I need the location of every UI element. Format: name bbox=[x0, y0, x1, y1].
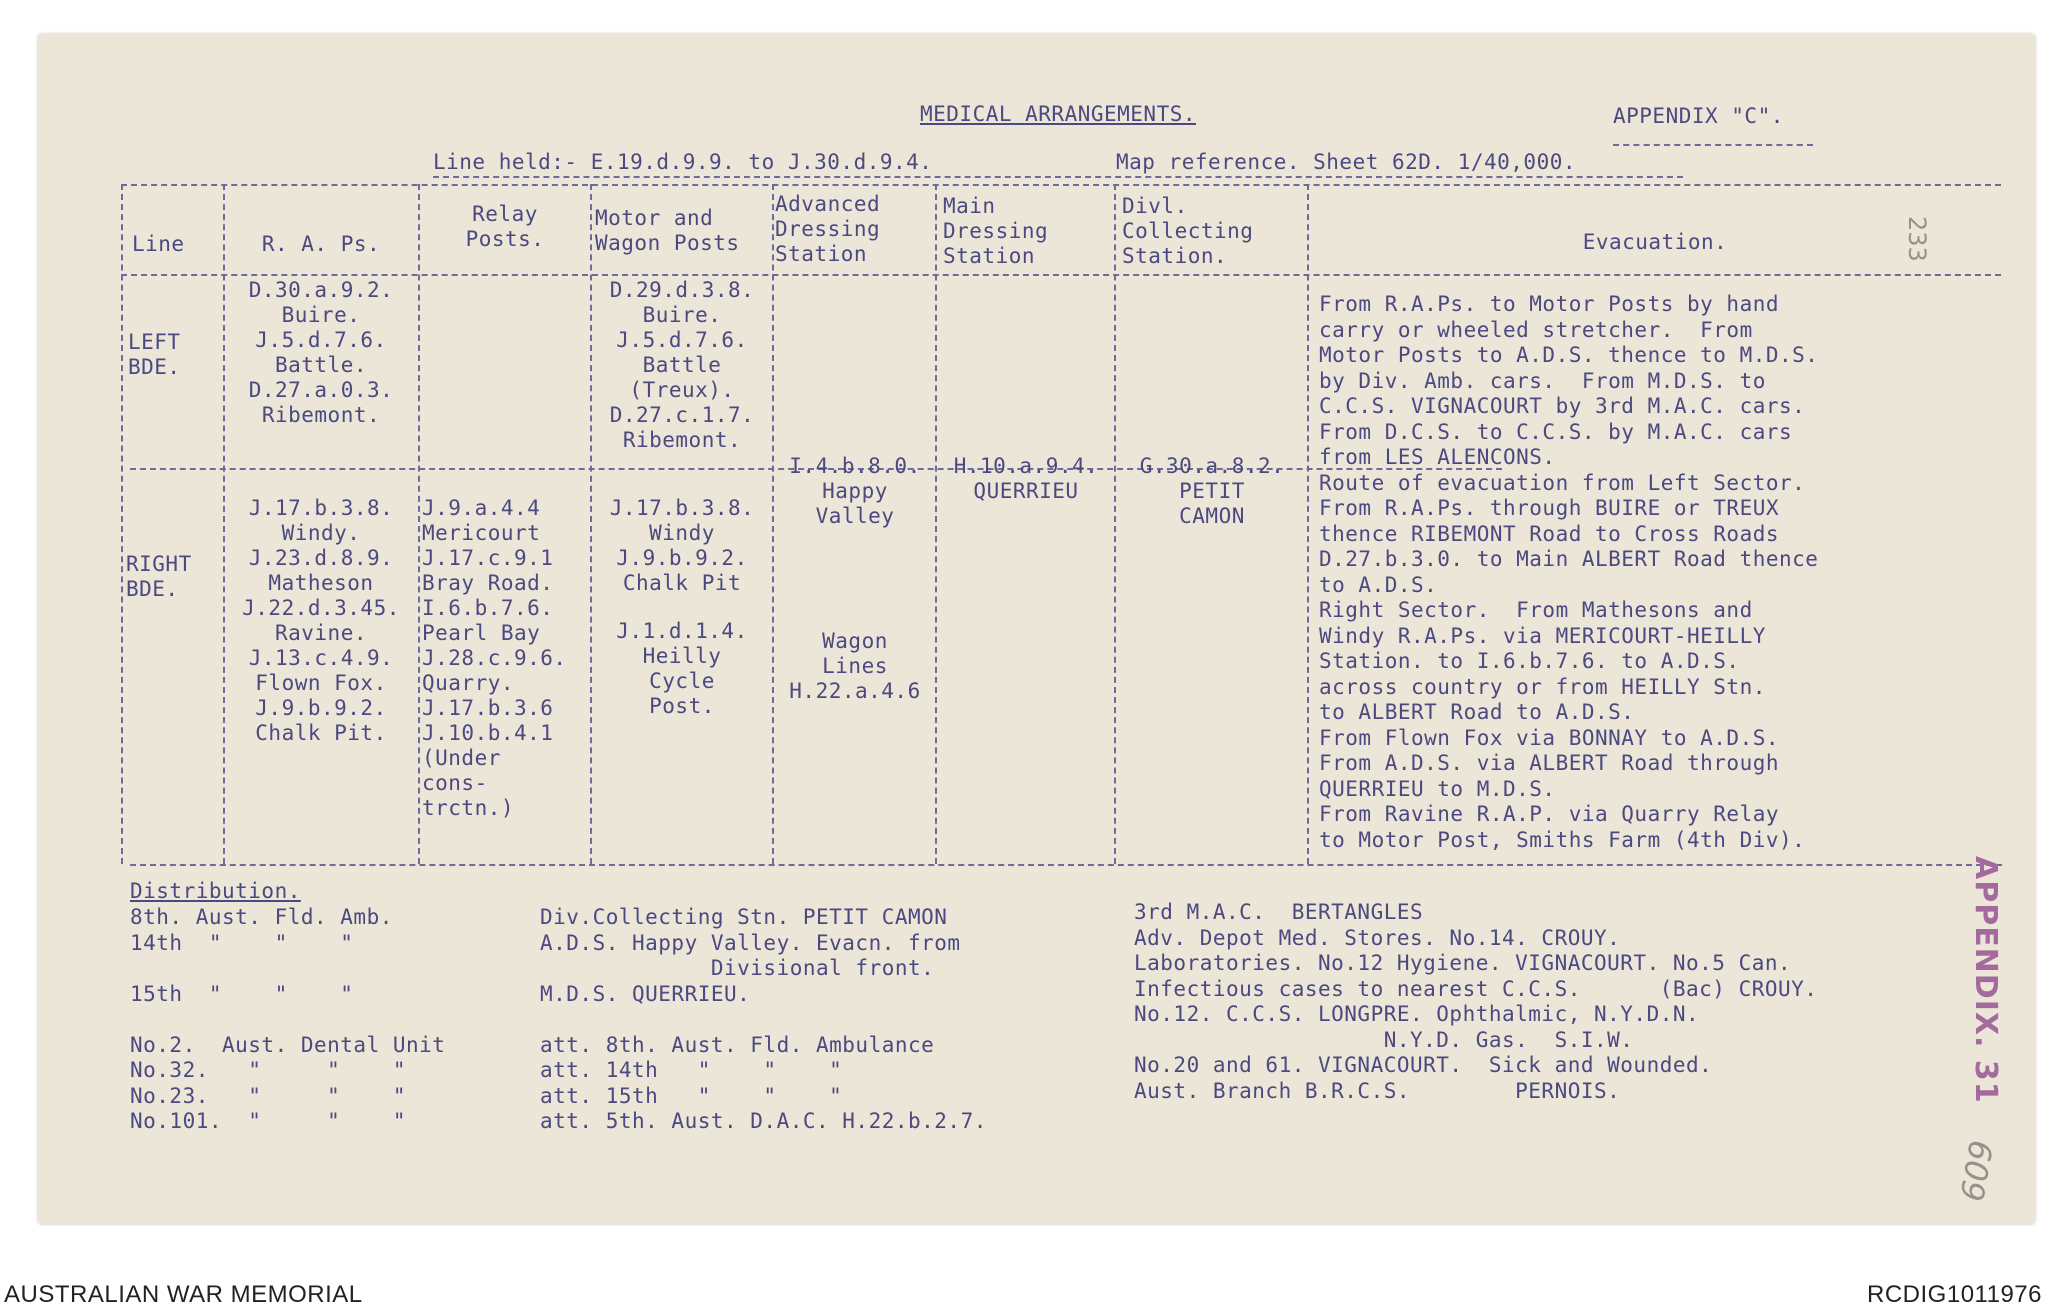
mds-location: H.10.a.9.4. QUERRIEU bbox=[953, 454, 1099, 503]
distribution-line: No.101. " " " bbox=[130, 1109, 407, 1133]
appendix-label: APPENDIX "C". bbox=[1613, 104, 1784, 128]
header-dcs: Divl. Collecting Station. bbox=[1122, 194, 1254, 268]
evacuation-line: to Motor Post, Smiths Farm (4th Div). bbox=[1319, 827, 1806, 852]
table-top-rule bbox=[121, 184, 2001, 186]
page-number: 233 bbox=[1903, 216, 1931, 262]
header-motor: Motor and Wagon Posts bbox=[595, 206, 740, 255]
right-raps: J.17.b.3.8. Windy. J.23.d.8.9. Matheson J.22.d.3.45. Ravine. J.13.c.4.9. Flown Fox. J.9.b.9.2. Chalk Pit. bbox=[242, 496, 400, 745]
distribution-line: Adv. Depot Med. Stores. No.14. CROUY. bbox=[1134, 925, 1621, 950]
distribution-line: N.Y.D. Gas. S.I.W. bbox=[1134, 1027, 1634, 1052]
distribution-col-services bbox=[1134, 900, 1817, 1104]
evacuation-line: Route of evacuation from Left Sector. bbox=[1319, 470, 1806, 495]
ads-wagon-lines: Wagon Lines H.22.a.4.6 bbox=[789, 629, 921, 703]
distribution-line bbox=[130, 956, 445, 982]
evacuation-line: Motor Posts to A.D.S. thence to M.D.S. bbox=[1319, 343, 1819, 367]
evacuation-line: QUERRIEU to M.D.S. bbox=[1319, 776, 1556, 801]
distribution-line: Infectious cases to nearest C.C.S. (Bac) CROUY. bbox=[1134, 976, 1818, 1001]
header-mds: Main Dressing Station bbox=[943, 194, 1049, 268]
col-rule-4 bbox=[772, 184, 774, 864]
document-title: MEDICAL ARRANGEMENTS. bbox=[920, 102, 1197, 126]
header-raps: R. A. Ps. bbox=[261, 232, 381, 256]
distribution-line: att. 14th " " " bbox=[540, 1058, 843, 1082]
distribution-line bbox=[540, 1007, 987, 1033]
header-relay: Relay Posts. bbox=[465, 202, 545, 251]
evacuation-line: Right Sector. From Mathesons and bbox=[1319, 598, 1753, 622]
ads-location: I.4.b.8.0. Happy Valley bbox=[789, 454, 921, 528]
distribution-col-locations bbox=[540, 905, 987, 1135]
evacuation-line: to ALBERT Road to A.D.S. bbox=[1319, 700, 1635, 724]
distribution-line: No.23. " " " bbox=[130, 1083, 407, 1108]
table-bottom-rule bbox=[130, 864, 2002, 866]
col-rule-7 bbox=[1307, 184, 1309, 864]
heilly-cycle-post: J.1.d.1.4. Heilly Cycle Post. bbox=[616, 619, 748, 718]
evacuation-line: From Ravine R.A.P. via Quarry Relay bbox=[1319, 802, 1780, 826]
col-rule-1 bbox=[223, 184, 225, 864]
distribution-line: Divisional front. bbox=[540, 956, 935, 980]
distribution-line: 14th " " " bbox=[130, 930, 354, 955]
evacuation-line: D.27.b.3.0. to Main ALBERT Road thence bbox=[1319, 547, 1819, 571]
evacuation-line: from LES ALENCONS. bbox=[1319, 445, 1556, 469]
evacuation-text bbox=[1319, 292, 1818, 853]
evacuation-line: Windy R.A.Ps. via MERICOURT-HEILLY bbox=[1319, 623, 1766, 648]
distribution-line: att. 8th. Aust. Fld. Ambulance bbox=[540, 1032, 935, 1057]
left-motor-posts: D.29.d.3.8. Buire. J.5.d.7.6. Battle (Treux). D.27.c.1.7. Ribemont. bbox=[609, 278, 755, 452]
evacuation-line: thence RIBEMONT Road to Cross Roads bbox=[1319, 521, 1780, 546]
col-rule-6 bbox=[1114, 184, 1116, 864]
distribution-title: Distribution. bbox=[130, 879, 301, 903]
col-rule-0 bbox=[121, 184, 123, 864]
map-reference: Map reference. Sheet 62D. 1/40,000. bbox=[1116, 150, 1577, 174]
distribution-line: Div.Collecting Stn. PETIT CAMON bbox=[540, 905, 948, 929]
folio-number: 609 bbox=[1951, 1137, 2000, 1205]
evacuation-line: C.C.S. VIGNACOURT by 3rd M.A.C. cars. bbox=[1319, 394, 1806, 418]
right-motor-posts: J.17.b.3.8. Windy J.9.b.9.2. Chalk Pit bbox=[609, 496, 755, 595]
evacuation-line: Station. to I.6.b.7.6. to A.D.S. bbox=[1319, 649, 1740, 673]
evacuation-line: by Div. Amb. cars. From M.D.S. to bbox=[1319, 368, 1766, 393]
distribution-line: att. 5th. Aust. D.A.C. H.22.b.2.7. bbox=[540, 1109, 987, 1133]
col-rule-2 bbox=[418, 184, 420, 864]
distribution-line: att. 15th " " " bbox=[540, 1083, 843, 1108]
distribution-line: 8th. Aust. Fld. Amb. bbox=[130, 905, 393, 929]
footer-archive-name: AUSTRALIAN WAR MEMORIAL bbox=[4, 1281, 363, 1308]
evacuation-line: carry or wheeled stretcher. From bbox=[1319, 317, 1753, 342]
appendix-underline bbox=[1613, 144, 1813, 146]
right-bde-label: RIGHT BDE. bbox=[126, 552, 192, 601]
document-page bbox=[38, 34, 2035, 1224]
left-raps: D.30.a.9.2. Buire. J.5.d.7.6. Battle. D.27.a.0.3. Ribemont. bbox=[248, 278, 394, 427]
distribution-line bbox=[130, 1007, 445, 1033]
header-line: Line bbox=[132, 232, 185, 256]
line-held: Line held:- E.19.d.9.9. to J.30.d.9.4. bbox=[433, 150, 933, 174]
header-ads: Advanced Dressing Station bbox=[775, 192, 881, 266]
distribution-line: M.D.S. QUERRIEU. bbox=[540, 981, 751, 1006]
distribution-line: A.D.S. Happy Valley. Evacn. from bbox=[540, 930, 961, 955]
line-held-underline bbox=[433, 176, 1683, 178]
distribution-line: 3rd M.A.C. BERTANGLES bbox=[1134, 900, 1424, 924]
distribution-line: 15th " " " bbox=[130, 981, 354, 1006]
footer-record-id: RCDIG1011976 bbox=[1867, 1281, 2042, 1308]
distribution-line: No.20 and 61. VIGNACOURT. Sick and Wounded. bbox=[1134, 1053, 1713, 1077]
evacuation-line: From Flown Fox via BONNAY to A.D.S. bbox=[1319, 725, 1780, 750]
appendix-stamp: APPENDIX. 31 bbox=[1968, 856, 2003, 1104]
left-bde-label: LEFT BDE. bbox=[128, 330, 181, 379]
evacuation-line: across country or from HEILLY Stn. bbox=[1319, 674, 1766, 699]
distribution-line: No.12. C.C.S. LONGPRE. Ophthalmic, N.Y.D.N. bbox=[1134, 1002, 1700, 1026]
evacuation-line: From A.D.S. via ALBERT Road through bbox=[1319, 751, 1780, 775]
distribution-line: Laboratories. No.12 Hygiene. VIGNACOURT. No.5 Can. bbox=[1134, 951, 1792, 975]
evacuation-line: From R.A.Ps. to Motor Posts by hand bbox=[1319, 292, 1780, 316]
evacuation-line: to A.D.S. bbox=[1319, 572, 1438, 597]
right-relay-posts: J.9.a.4.4 Mericourt J.17.c.9.1 Bray Road. I.6.b.7.6. Pearl Bay J.28.c.9.6. Quarry. J.17.b.3.6 J.10.b.4.1 (Under cons- trctn.) bbox=[422, 496, 567, 820]
distribution-line: No.2. Aust. Dental Unit bbox=[130, 1032, 446, 1057]
distribution-col-units bbox=[130, 905, 445, 1135]
header-evacuation: Evacuation. bbox=[1582, 230, 1728, 254]
evacuation-line: From D.C.S. to C.C.S. by M.A.C. cars bbox=[1319, 419, 1793, 444]
dcs-location: G.30.a.8.2. PETIT CAMON bbox=[1139, 454, 1285, 528]
distribution-line: No.32. " " " bbox=[130, 1058, 407, 1082]
col-rule-3 bbox=[590, 184, 592, 864]
table-header-rule bbox=[121, 274, 2001, 276]
col-rule-5 bbox=[935, 184, 937, 864]
distribution-line: Aust. Branch B.R.C.S. PERNOIS. bbox=[1134, 1078, 1621, 1103]
evacuation-line: From R.A.Ps. through BUIRE or TREUX bbox=[1319, 496, 1780, 520]
